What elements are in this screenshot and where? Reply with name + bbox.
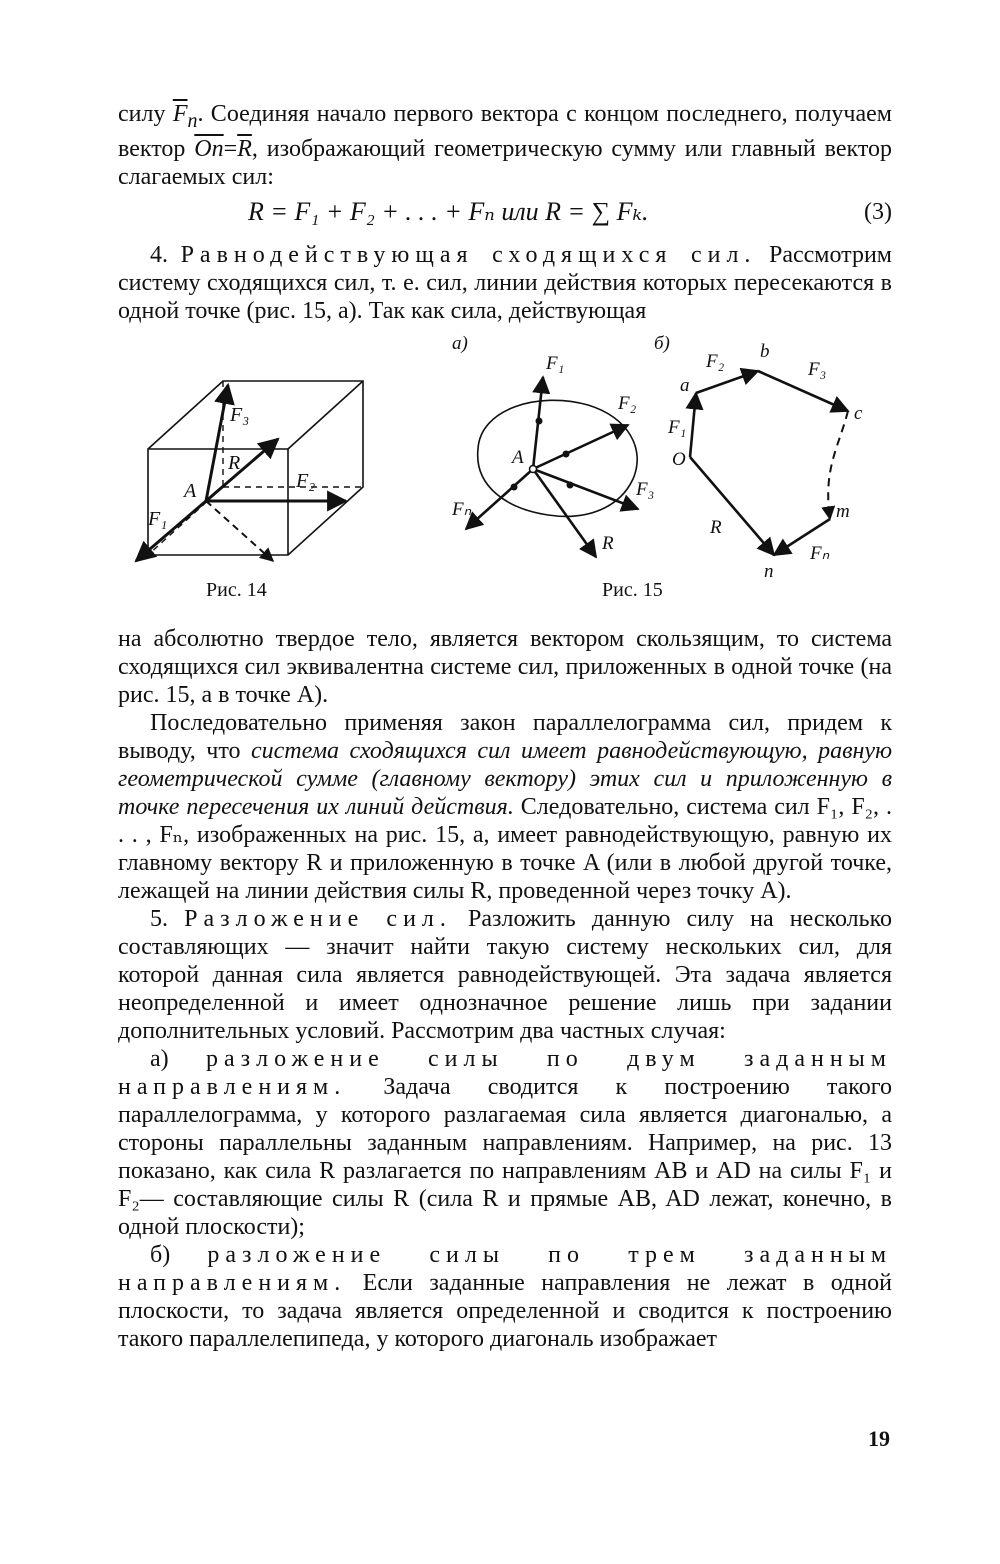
fig15b-label-m: m [836,500,850,522]
section-title: Разложение сил. [184,905,452,932]
text-fragment: . Соединяя начало первого вектора с концом последнего, получаем вектор [118,101,892,162]
text-fragment: Следовательно, система сил F₁, F₂, . . . , Fₙ, изображенных на рис. 15, а, имеет равнодействующую, равную их главному вектору R и приложенную в точке A (или в любой другой точке, лежащей на линии действия силы R, проведенной через точку A). [118,793,893,904]
fig15b-label-o: O [672,448,686,470]
paragraph-3: на абсолютно твердое тело, является вектором скользящим, то система сходящихся сил эквивалентна системе сил, приложенных в одной точке (на рис. 15, а в точке A). [118,625,892,708]
symbol-r: $\overline{R}$ [237,135,252,162]
paragraph-5 [118,905,892,1045]
figure-15a-drawing [466,377,638,557]
fig14-label-a: A [184,479,197,502]
fig15b-label-fn: Fₙ [810,542,830,564]
symbol-on: $\overline{On}$ [194,135,224,162]
formula-3 [118,191,892,241]
page-number: 19 [868,1426,890,1451]
fig15-caption: Рис. 15 [602,578,663,601]
case-title: разложение силы по трем заданным направлениям. [118,1241,893,1296]
text-fragment: Задача сводится к построению такого параллелограмма, у которого разлагаемая сила является диагональю, а стороны параллельны заданным направлениям. Например, на рис. 13 показано, как сила R разлагается по направлениям AB и AD на силы F₁ и F₂— составляющие силы R (сила R и прямые AB, AD лежат, конечно, в одной плоскости); [118,1073,892,1240]
formula-text: R = F₁ + F₂ + . . . + Fₙ или R = ∑ Fₖ. [248,196,649,226]
fig15b-label-r: R [710,516,722,538]
fig15a-title: а) [452,332,468,354]
fig15b-label-b: b [760,340,770,362]
fig15b-label-a: a [680,374,690,396]
figure-14-drawing [136,381,363,561]
symbol-fn-sub: n [187,109,198,132]
formula-number: (3) [864,198,892,225]
fig15b-label-c: c [854,402,863,424]
page-body [118,100,892,1353]
section-title: Равнодействующая сходящихся сил. [180,241,757,268]
fig14-label-f3: F₃ [230,403,250,426]
italic-statement: система сходящихся сил имеет равнодействующую, равную геометрической сумме (главному вектору) этих сил и приложенную в точке пересечения их линий действия. [118,737,892,820]
fig15a-label-fn: Fₙ [452,498,472,520]
case-title: разложение силы по двум заданным направлениям. [118,1045,892,1100]
paragraph-4 [118,709,892,905]
fig14-label-f1: F₁ [148,507,168,530]
fig15b-label-f3: F₃ [808,358,827,380]
paragraph-2 [118,241,892,325]
fig14-label-r: R [228,451,241,474]
paragraph-7 [118,1241,892,1353]
fig15a-label-f2: F₂ [618,392,637,414]
section-number: 5. [150,905,185,932]
symbol-fn: $\overline{F}$ [172,101,188,127]
fig15b-label-f1: F₁ [668,416,687,438]
text-fragment: , изображающий геометрическую сумму или главный вектор слагаемых сил: [118,135,893,190]
text-fragment: Разложить данную силу на несколько составляющих — значит найти такую систему нескольких сил, для которой данная сила является равнодействующей. Эта задача является неопределенной и имеет однозначное решение лишь при задании дополнительных условий. Рассмотрим два частных случая: [118,905,893,1044]
fig15b-label-n: n [764,560,774,582]
fig15a-label-f3: F₃ [636,478,655,500]
text-fragment: = [223,135,238,162]
paragraph-6 [118,1045,892,1241]
fig15b-title: б) [654,332,670,354]
figures-svg [118,329,892,619]
case-number: б) [150,1241,208,1268]
text-fragment: Рассмотрим систему сходящихся сил, т. е. сил, линии действия которых пересекаются в одной точке (рис. 15, а). Так как сила, действующая [118,241,892,324]
text-fragment: Последовательно применяя закон параллелограмма сил, придем к выводу, что [118,709,892,764]
paragraph-1 [118,100,892,191]
fig15b-label-f2: F₂ [706,350,725,372]
figures-block [118,329,892,619]
fig14-label-f2: F₂ [296,469,316,492]
text-fragment: Если заданные направления не лежат в одной плоскости, то задача является определенной и сводится к построению такого параллелепипеда, у которого диагональ изображает [118,1269,892,1352]
section-number: 4. [150,241,181,268]
text-fragment: силу [118,101,173,127]
fig15a-label-r: R [602,532,614,554]
fig14-caption: Рис. 14 [206,578,267,601]
fig15a-label-a: A [512,446,524,468]
case-number: а) [150,1045,206,1072]
fig15a-label-f1: F₁ [546,352,565,374]
